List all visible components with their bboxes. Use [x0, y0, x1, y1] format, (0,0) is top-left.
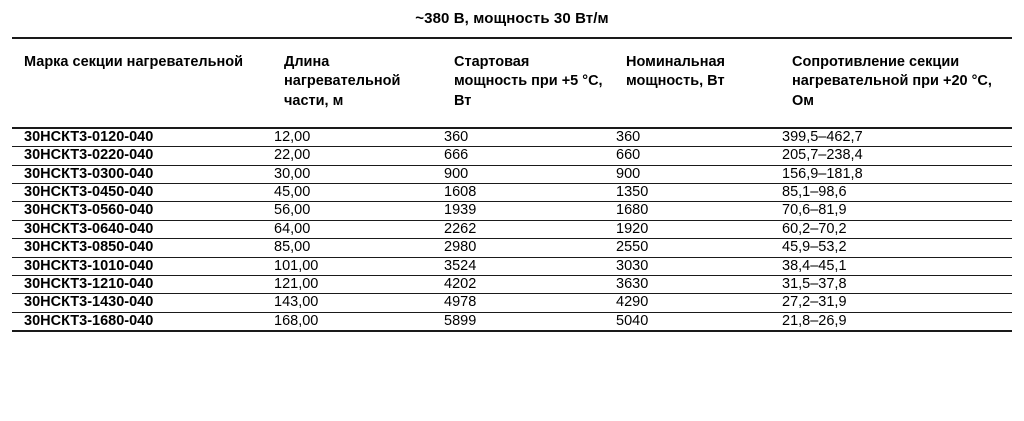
cell-nominal-power: 660	[616, 147, 782, 165]
cell-start-power: 4202	[444, 275, 616, 293]
cell-section-mark: 30НСКТ3-0450-040	[12, 184, 274, 202]
cell-resistance: 85,1–98,6	[782, 184, 1012, 202]
cell-section-mark: 30НСКТ3-0300-040	[12, 165, 274, 183]
cell-nominal-power: 4290	[616, 294, 782, 312]
table-row	[12, 128, 1012, 147]
cell-heating-length: 30,00	[274, 165, 444, 183]
table-row	[12, 184, 1012, 202]
cell-resistance: 399,5–462,7	[782, 128, 1012, 147]
cell-start-power: 5899	[444, 312, 616, 331]
cell-nominal-power: 360	[616, 128, 782, 147]
table-row	[12, 275, 1012, 293]
cell-heating-length: 101,00	[274, 257, 444, 275]
cell-section-mark: 30НСКТ3-0850-040	[12, 239, 274, 257]
cell-resistance: 31,5–37,8	[782, 275, 1012, 293]
cell-heating-length: 45,00	[274, 184, 444, 202]
cell-start-power: 3524	[444, 257, 616, 275]
cell-section-mark: 30НСКТ3-1680-040	[12, 312, 274, 331]
cell-start-power: 2980	[444, 239, 616, 257]
cell-heating-length: 85,00	[274, 239, 444, 257]
cell-heating-length: 143,00	[274, 294, 444, 312]
column-header-start-power: Стартовая мощность при +5 °С, Вт	[444, 38, 616, 128]
table-row	[12, 147, 1012, 165]
cell-resistance: 38,4–45,1	[782, 257, 1012, 275]
cell-start-power: 666	[444, 147, 616, 165]
cell-start-power: 1608	[444, 184, 616, 202]
cell-start-power: 1939	[444, 202, 616, 220]
cell-nominal-power: 3630	[616, 275, 782, 293]
cell-heating-length: 56,00	[274, 202, 444, 220]
cell-section-mark: 30НСКТ3-0120-040	[12, 128, 274, 147]
table-row	[12, 220, 1012, 238]
cell-resistance: 156,9–181,8	[782, 165, 1012, 183]
cell-resistance: 70,6–81,9	[782, 202, 1012, 220]
column-header-nominal-power: Номинальная мощность, Вт	[616, 38, 782, 128]
table-body	[12, 128, 1012, 331]
cell-resistance: 60,2–70,2	[782, 220, 1012, 238]
column-header-heating-length: Длина нагревательной части, м	[274, 38, 444, 128]
cell-nominal-power: 900	[616, 165, 782, 183]
table-row	[12, 294, 1012, 312]
cell-heating-length: 168,00	[274, 312, 444, 331]
table-row	[12, 202, 1012, 220]
table-row	[12, 257, 1012, 275]
table-header-row	[12, 38, 1012, 128]
cell-section-mark: 30НСКТ3-0220-040	[12, 147, 274, 165]
cell-start-power: 360	[444, 128, 616, 147]
cell-nominal-power: 1920	[616, 220, 782, 238]
cell-heating-length: 22,00	[274, 147, 444, 165]
cell-nominal-power: 5040	[616, 312, 782, 331]
table-row	[12, 239, 1012, 257]
cell-nominal-power: 3030	[616, 257, 782, 275]
cell-resistance: 205,7–238,4	[782, 147, 1012, 165]
cell-start-power: 900	[444, 165, 616, 183]
table-header	[12, 38, 1012, 128]
cell-section-mark: 30НСКТ3-0640-040	[12, 220, 274, 238]
cell-resistance: 45,9–53,2	[782, 239, 1012, 257]
cell-section-mark: 30НСКТ3-0560-040	[12, 202, 274, 220]
table-row	[12, 312, 1012, 331]
cell-resistance: 21,8–26,9	[782, 312, 1012, 331]
cell-heating-length: 12,00	[274, 128, 444, 147]
heating-section-spec-table	[12, 37, 1012, 332]
cell-section-mark: 30НСКТ3-1010-040	[12, 257, 274, 275]
cell-heating-length: 121,00	[274, 275, 444, 293]
cell-start-power: 2262	[444, 220, 616, 238]
cell-section-mark: 30НСКТ3-1430-040	[12, 294, 274, 312]
cell-nominal-power: 2550	[616, 239, 782, 257]
column-header-section-mark: Марка секции нагревательной	[12, 38, 274, 128]
cell-nominal-power: 1680	[616, 202, 782, 220]
cell-heating-length: 64,00	[274, 220, 444, 238]
table-caption: ~380 В, мощность 30 Вт/м	[415, 10, 609, 27]
cell-resistance: 27,2–31,9	[782, 294, 1012, 312]
cell-nominal-power: 1350	[616, 184, 782, 202]
column-header-resistance: Сопротивление секции нагревательной при +20 °С, Ом	[782, 38, 1012, 128]
cell-start-power: 4978	[444, 294, 616, 312]
table-row	[12, 165, 1012, 183]
cell-section-mark: 30НСКТ3-1210-040	[12, 275, 274, 293]
